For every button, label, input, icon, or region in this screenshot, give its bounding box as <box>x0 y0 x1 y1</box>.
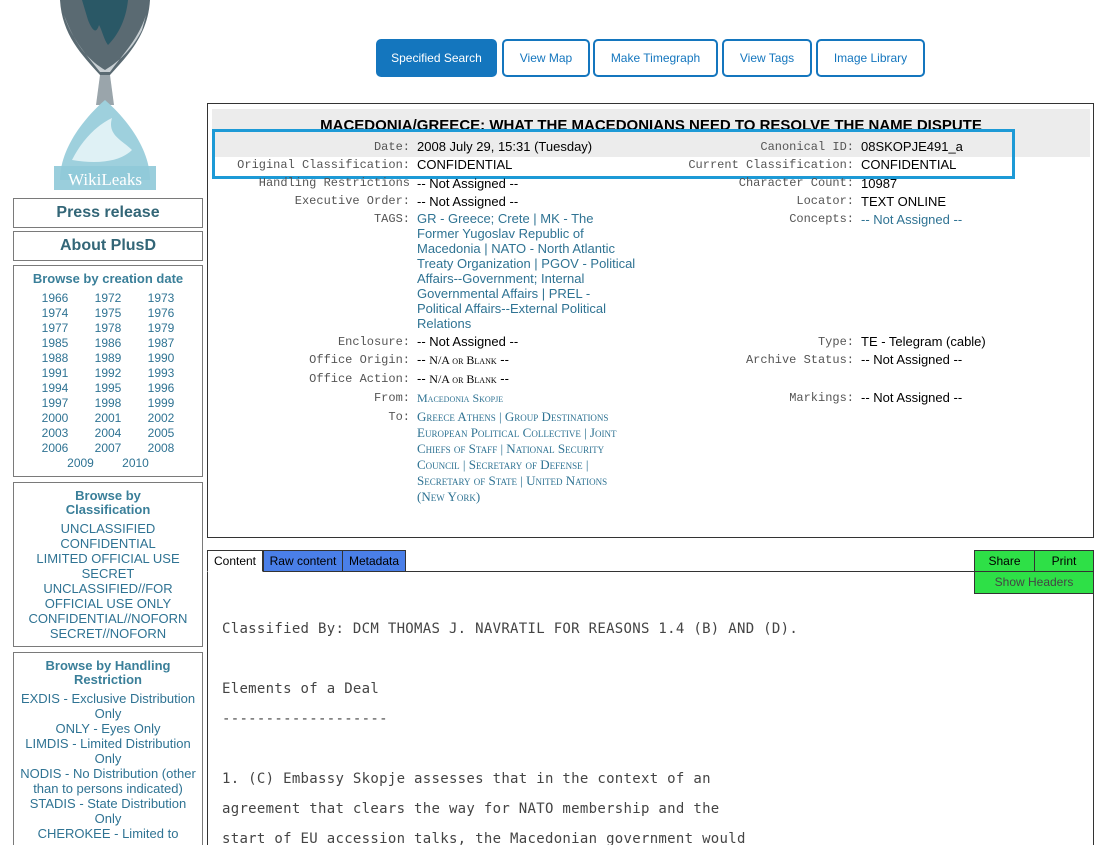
locator-label: Locator: <box>796 194 854 208</box>
classification-link[interactable]: LIMITED OFFICIAL USE <box>36 551 180 566</box>
handling-link[interactable]: CHEROKEE - Limited to <box>37 826 179 841</box>
document-body-text: Classified By: DCM THOMAS J. NAVRATIL FOR REASONS 1.4 (B) AND (D). Elements of a Deal ------------------- 1. (C) Embassy Skopje assesses that in the context of an agreement that clears the way for NATO membership and the start of EU accession talks, the Macedonian government would <box>222 621 799 845</box>
classification-link[interactable]: SECRET <box>81 566 135 581</box>
year-link[interactable]: 2003 <box>41 426 69 440</box>
year-link[interactable]: 2009 <box>67 456 94 470</box>
specified-search-button[interactable]: Specified Search <box>376 39 497 77</box>
handling-heading <box>14 659 202 687</box>
year-link[interactable]: 1989 <box>94 351 122 365</box>
classification-link[interactable]: OFFICIAL USE ONLY <box>44 596 172 611</box>
canonical-id-label: Canonical ID: <box>760 140 854 154</box>
document-header-panel <box>207 103 1094 538</box>
handling-heading-line: Browse by Handling <box>45 658 171 673</box>
to-line[interactable]: (New York) <box>417 489 481 504</box>
canonical-id-value: 08SKOPJE491_a <box>861 139 963 154</box>
year-link[interactable]: 2001 <box>94 411 122 425</box>
tag-line[interactable]: Treaty Organization | PGOV - Political <box>417 256 636 271</box>
concepts-value[interactable]: -- Not Assigned -- <box>861 212 963 227</box>
office-action-dash: -- <box>417 371 430 386</box>
classification-heading <box>14 489 202 517</box>
archive-status-value: -- Not Assigned -- <box>861 352 963 367</box>
archive-status-label: Archive Status: <box>745 353 854 367</box>
tab-metadata[interactable]: Metadata <box>342 550 406 572</box>
char-count-label: Character Count: <box>738 176 854 190</box>
office-action-text: N/A or Blank <box>429 372 497 386</box>
to-line[interactable]: Chiefs of Staff | National Security <box>417 441 605 456</box>
exec-order-value: -- Not Assigned -- <box>417 194 519 209</box>
year-link[interactable]: 1972 <box>94 291 122 305</box>
logo-text: WikiLeaks <box>68 170 142 189</box>
to-label: To: <box>388 410 410 424</box>
office-origin-text: N/A or Blank <box>429 353 497 367</box>
curr-class-value: CONFIDENTIAL <box>861 157 957 172</box>
year-link[interactable]: 1988 <box>41 351 69 365</box>
year-link[interactable]: 1974 <box>41 306 69 320</box>
classification-list <box>14 521 202 641</box>
year-link[interactable]: 2005 <box>147 426 175 440</box>
classification-link[interactable]: UNCLASSIFIED//FOR <box>43 581 173 596</box>
handling-list <box>14 691 202 841</box>
locator-value: TEXT ONLINE <box>861 194 947 209</box>
date-label: Date: <box>373 140 410 154</box>
date-value: 2008 July 29, 15:31 (Tuesday) <box>417 139 593 154</box>
year-link[interactable]: 1985 <box>41 336 69 350</box>
handling-heading-line: Restriction <box>74 672 142 687</box>
year-link[interactable]: 1995 <box>94 381 122 395</box>
view-tags-button[interactable]: View Tags <box>722 39 812 77</box>
tag-line[interactable]: Former Yugoslav Republic of <box>417 226 584 241</box>
office-action-label: Office Action: <box>309 372 410 386</box>
year-link[interactable]: 1991 <box>41 366 69 380</box>
make-timegraph-button[interactable]: Make Timegraph <box>593 39 718 77</box>
classification-heading-line: Browse by <box>75 488 141 503</box>
view-map-button[interactable]: View Map <box>502 39 590 77</box>
year-link[interactable]: 1998 <box>94 396 122 410</box>
office-origin-dash: -- <box>496 352 509 367</box>
to-line[interactable]: European Political Collective | Joint <box>417 425 617 440</box>
office-origin-label: Office Origin: <box>309 353 410 367</box>
year-link[interactable]: 2008 <box>147 441 175 455</box>
to-list[interactable] <box>417 409 616 505</box>
year-link[interactable]: 1999 <box>147 396 175 410</box>
classification-heading-line: Classification <box>65 502 151 517</box>
wikileaks-logo[interactable] <box>52 0 158 192</box>
from-label: From: <box>373 391 410 405</box>
tab-raw-content[interactable]: Raw content <box>263 550 343 572</box>
handling-link[interactable]: LIMDIS - Limited Distribution <box>25 736 191 751</box>
tab-content[interactable]: Content <box>207 550 263 572</box>
year-link[interactable]: 1994 <box>41 381 69 395</box>
about-plusd-button[interactable]: About PlusD <box>13 231 203 261</box>
press-release-button[interactable]: Press release <box>13 198 203 228</box>
office-origin-dash: -- <box>417 352 430 367</box>
office-action-value <box>417 371 509 387</box>
year-link[interactable]: 1976 <box>147 306 175 320</box>
enclosure-label: Enclosure: <box>337 335 410 349</box>
document-content <box>207 572 1094 845</box>
from-link[interactable]: Macedonia Skopje <box>417 391 504 405</box>
year-link[interactable]: 1993 <box>147 366 175 380</box>
handling-link[interactable]: Only <box>94 751 122 766</box>
print-button[interactable]: Print <box>1034 550 1094 572</box>
year-link[interactable]: 1997 <box>41 396 69 410</box>
share-button[interactable]: Share <box>974 550 1035 572</box>
classification-link[interactable]: CONFIDENTIAL <box>60 536 156 551</box>
handling-value: -- Not Assigned -- <box>417 176 519 191</box>
type-label: Type: <box>817 335 854 349</box>
office-action-dash: -- <box>496 371 509 386</box>
browse-by-handling-box <box>13 652 203 845</box>
tag-line[interactable]: Affairs--Government; Internal <box>417 271 585 286</box>
content-tabs <box>207 550 1094 572</box>
handling-link[interactable]: than to persons indicated) <box>33 781 183 796</box>
year-link[interactable]: 1966 <box>41 291 69 305</box>
handling-link[interactable]: ONLY - Eyes Only <box>55 721 161 736</box>
classification-link[interactable]: SECRET//NOFORN <box>49 626 167 641</box>
tag-line[interactable]: GR - Greece; Crete | MK - The <box>417 211 594 226</box>
curr-class-label: Current Classification: <box>688 158 854 172</box>
year-link[interactable]: 1979 <box>147 321 175 335</box>
year-link[interactable]: 1975 <box>94 306 122 320</box>
char-count-value: 10987 <box>861 176 898 191</box>
markings-label: Markings: <box>789 391 854 405</box>
year-link[interactable]: 2010 <box>122 456 149 470</box>
year-link[interactable]: 1992 <box>94 366 122 380</box>
year-list <box>14 291 202 471</box>
tag-line[interactable]: Political Affairs--External Political <box>417 301 607 316</box>
to-line[interactable]: Greece Athens | Group Destinations <box>417 409 609 424</box>
browse-by-date-box <box>13 265 203 477</box>
to-line[interactable]: Secretary of State | United Nations <box>417 473 608 488</box>
year-link[interactable]: 1978 <box>94 321 122 335</box>
orig-class-value: CONFIDENTIAL <box>417 157 513 172</box>
year-link[interactable]: 1990 <box>147 351 175 365</box>
document-title: MACEDONIA/GREECE: WHAT THE MACEDONIANS NEED TO RESOLVE THE NAME DISPUTE <box>212 109 1090 157</box>
browse-date-heading: Browse by creation date <box>32 271 184 286</box>
type-value: TE - Telegram (cable) <box>861 334 986 349</box>
year-link[interactable]: 2004 <box>94 426 122 440</box>
year-link[interactable]: 2000 <box>41 411 69 425</box>
classification-link[interactable]: UNCLASSIFIED <box>60 521 156 536</box>
year-link[interactable]: 2002 <box>147 411 175 425</box>
year-link[interactable]: 1977 <box>41 321 69 335</box>
markings-value: -- Not Assigned -- <box>861 390 963 405</box>
office-origin-value <box>417 352 509 368</box>
year-link[interactable]: 1996 <box>147 381 175 395</box>
handling-link[interactable]: Only <box>94 706 122 721</box>
handling-link[interactable]: EXDIS - Exclusive Distribution <box>20 691 196 706</box>
concepts-label: Concepts: <box>789 212 854 226</box>
year-link[interactable]: 1973 <box>147 291 175 305</box>
tag-line[interactable]: Governmental Affairs | PREL - <box>417 286 591 301</box>
year-link[interactable]: 2006 <box>41 441 69 455</box>
handling-link[interactable]: STADIS - State Distribution <box>29 796 187 811</box>
tags-list[interactable] <box>417 211 635 331</box>
tag-line[interactable]: Relations <box>417 316 472 331</box>
year-link[interactable]: 1986 <box>94 336 122 350</box>
image-library-button[interactable]: Image Library <box>816 39 925 77</box>
tag-line[interactable]: Macedonia | NATO - North Atlantic <box>417 241 615 256</box>
classification-link[interactable]: CONFIDENTIAL//NOFORN <box>28 611 188 626</box>
browse-by-classification-box <box>13 482 203 647</box>
orig-class-label: Original Classification: <box>237 158 410 172</box>
year-link[interactable]: 1987 <box>147 336 175 350</box>
tags-label: TAGS: <box>373 212 410 226</box>
to-line[interactable]: Council | Secretary of Defense | <box>417 457 589 472</box>
year-link[interactable]: 2007 <box>94 441 122 455</box>
enclosure-value: -- Not Assigned -- <box>417 334 519 349</box>
handling-link[interactable]: NODIS - No Distribution (other <box>20 766 196 781</box>
handling-label: Handling Restrictions <box>258 176 410 190</box>
exec-order-label: Executive Order: <box>294 194 410 208</box>
show-headers-button[interactable]: Show Headers <box>974 571 1094 594</box>
handling-link[interactable]: Only <box>94 811 122 826</box>
